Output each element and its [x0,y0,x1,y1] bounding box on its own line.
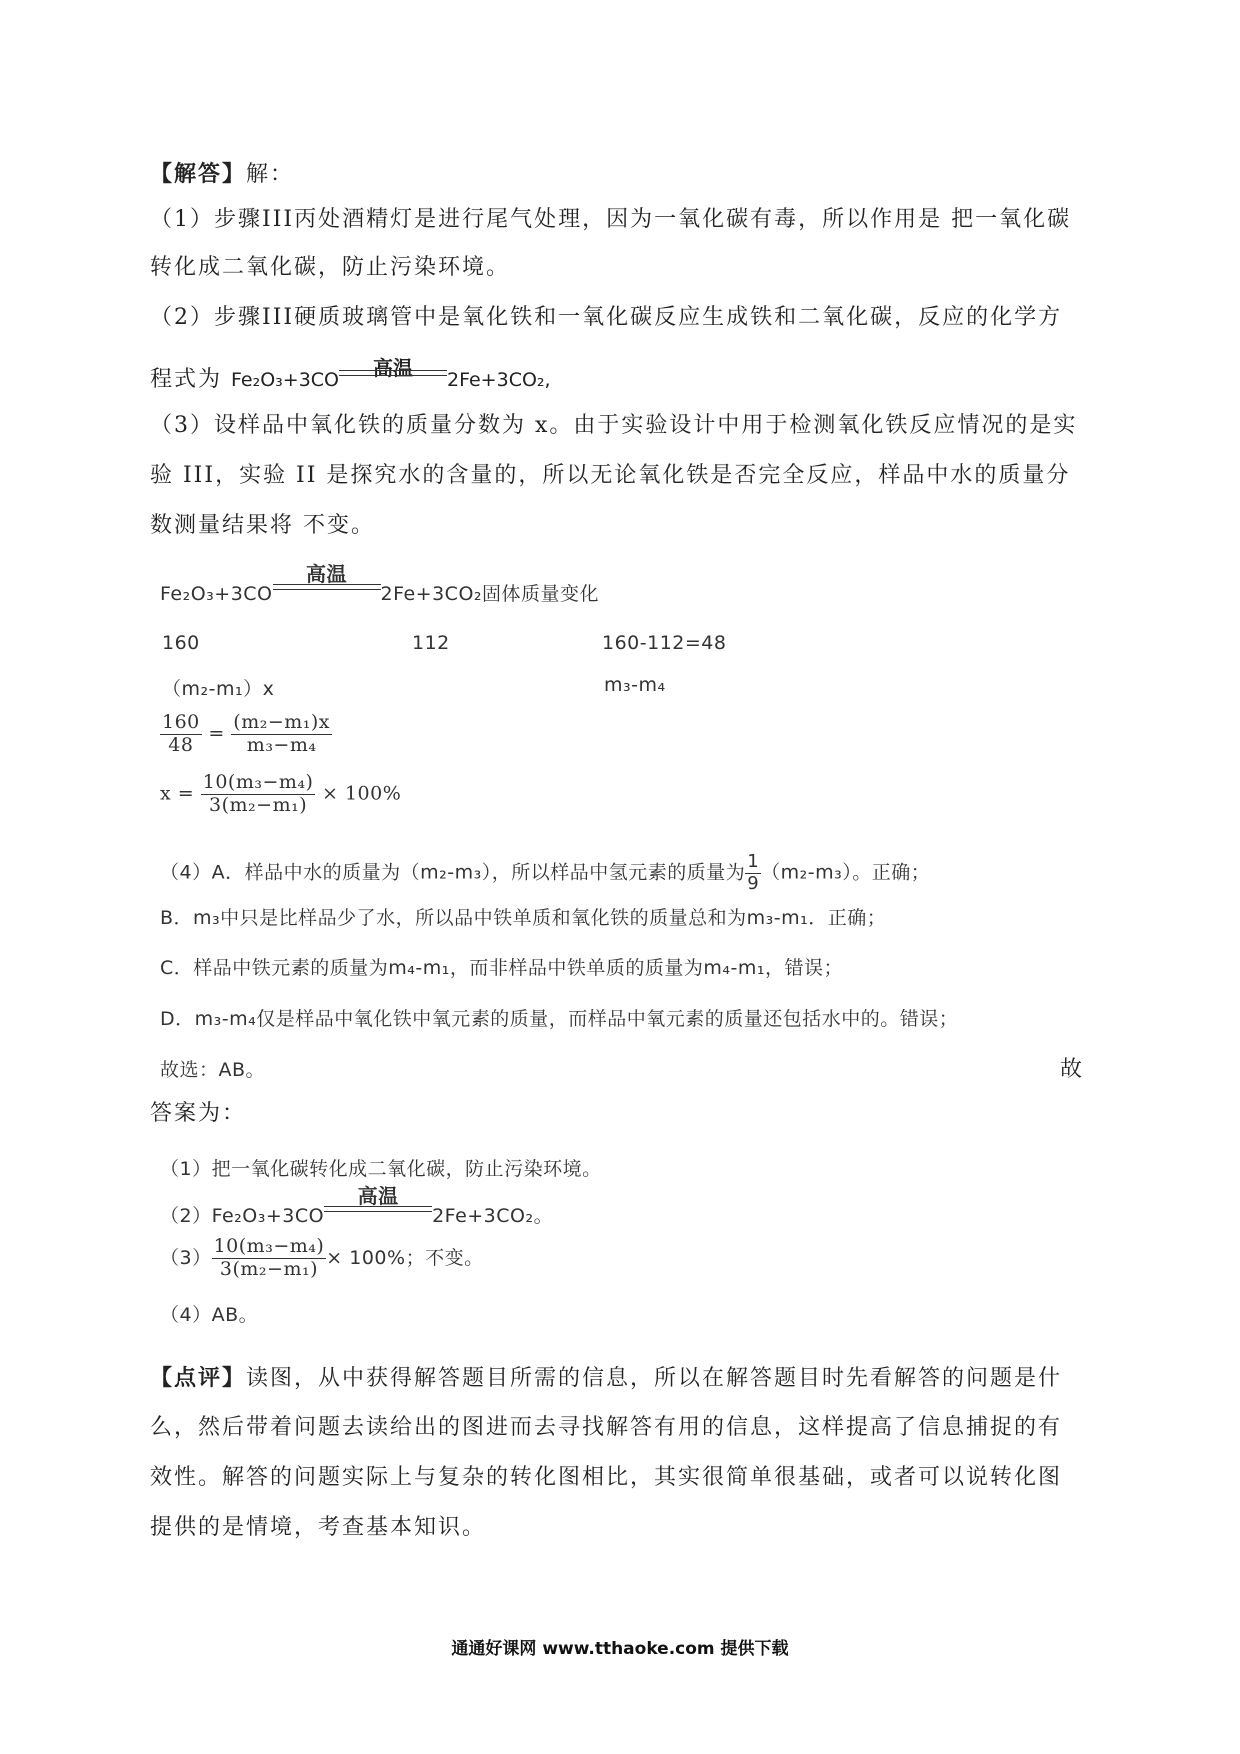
calc-r2c3: m₃-m₄ [604,674,666,696]
option-a: （4）A．样品中水的质量为（m₂-m₃），所以样品中氢元素的质量为 $\frac{1}{9}$ （m₂-m₃）。正确； [160,851,931,894]
answer-1: （1）把一氧化碳转化成二氧化碳，防止污染环境。 [160,1158,602,1180]
answer-tail-1: 故 [1060,1057,1085,1082]
answer-3: （3） $\frac{\text{10(m₃−m₄)}}{\text{3(m₂−m₁)}}$ × 100%；不变。 [160,1235,484,1280]
review-line1: 【点评】读图，从中获得解答题目所需的信息，所以在解答题目时先看解答的问题是什 [150,1365,1063,1391]
calc-equation [160,562,600,606]
equation-p2 [231,356,551,391]
page-footer: 通通好课网 www.tthaoke.com 提供下载 [451,1639,789,1659]
review-line2: 么，然后带着问题去读给出的图进而去寻找解答有用的信息，这样提高了信息捕捉的有 [150,1415,1063,1440]
x-tail: × 100% [321,782,402,805]
solution-p1-line2: 转化成二氧化碳，防止污染环境。 [150,255,511,280]
calc-ratio [160,712,332,757]
calc-r2c1: （m₂-m₁）x [162,678,275,700]
choice-line: 故选：AB。 [160,1059,266,1081]
option-d: D．m₃-m₄仅是样品中氧化铁中氧元素的质量，而样品中氧元素的质量还包括水中的。错误； [160,1008,959,1030]
solution-p3-line2: 验 III，实验 II 是探究水的含量的，所以无论氧化铁是否完全反应，样品中水的质量分 [150,463,1071,488]
solution-heading-tail: 解： [246,162,295,187]
solution-p2-line1: （2）步骤III硬质玻璃管中是氧化铁和一氧化碳反应生成铁和二氧化碳，反应的化学方 [150,305,1063,330]
calc-equation-left: Fe₂O₃+3CO [160,583,273,605]
review-heading: 【点评】 [150,1365,247,1391]
option-a-fraction: $\frac{1}{9}$ [747,851,760,894]
calc-equation-right: 2Fe+3CO₂ [380,583,483,605]
review-line3: 效性。解答的问题实际上与复杂的转化图相比，其实很简单很基础，或者可以说转化图 [150,1465,1063,1490]
equals-sign: = [208,722,225,745]
answer-4: （4）AB。 [160,1304,259,1326]
answer-3-fraction: $\frac{\text{10(m₃−m₄)}}{\text{3(m₂−m₁)}}$ [213,1235,325,1280]
calc-r1c3: 160-112=48 [602,632,727,654]
solution-heading-line [150,150,1095,199]
calc-r1c2: 112 [412,632,450,654]
equation-suffix: , [544,369,551,391]
calc-x-result [160,772,401,817]
solution-p3-line1: （3）设样品中氧化铁的质量分数为 x。由于实验设计中用于检测氧化铁反应情况的是实 [150,413,1078,438]
solution-p2-line2 [150,356,1095,404]
equation-condition [339,356,447,386]
x-lead: x = [160,782,195,805]
calc-equation-condition-text: 高温 [306,562,347,586]
ratio-left-fraction: $\frac{160}{48}$ [162,711,200,756]
solution-p1-line1: （1）步骤III丙处酒精灯是进行尾气处理，因为一氧化碳有毒，所以作用是 把一氧化碳 [150,207,1072,232]
equation-left: Fe₂O₃+3CO [231,369,340,391]
option-b: B．m₃中只是比样品少了水，所以品中铁单质和氧化铁的质量总和为m₃-m₁．正确； [160,907,887,929]
answer-2: （2）Fe₂O₃+3CO 高温 2Fe+3CO₂。 [160,1184,554,1227]
solution-p3-line3: 数测量结果将 不变。 [150,513,375,538]
equation-right: 2Fe+3CO₂ [447,369,545,391]
review-line4: 提供的是情境，考查基本知识。 [150,1515,487,1540]
answer-tail-2: 答案为： [150,1101,247,1126]
equation-condition-text: 高温 [373,356,414,380]
option-c: C．样品中铁元素的质量为m₄-m₁，而非样品中铁单质的质量为m₄-m₁，错误； [160,957,843,979]
solution-p2-lead: 程式为 [150,367,223,392]
calc-equation-suffix: 固体质量变化 [482,583,600,605]
calc-equation-condition [273,562,381,600]
calc-r1c1: 160 [162,632,200,654]
answer-2-condition: 高温 [324,1200,432,1222]
ratio-right-fraction: $\frac{\text{(m₂−m₁)x}}{\text{m₃−m₄}}$ [233,711,331,756]
x-fraction: $\frac{\text{10(m₃−m₄)}}{\text{3(m₂−m₁)}}$ [202,771,314,816]
solution-heading: 【解答】 [150,161,247,187]
